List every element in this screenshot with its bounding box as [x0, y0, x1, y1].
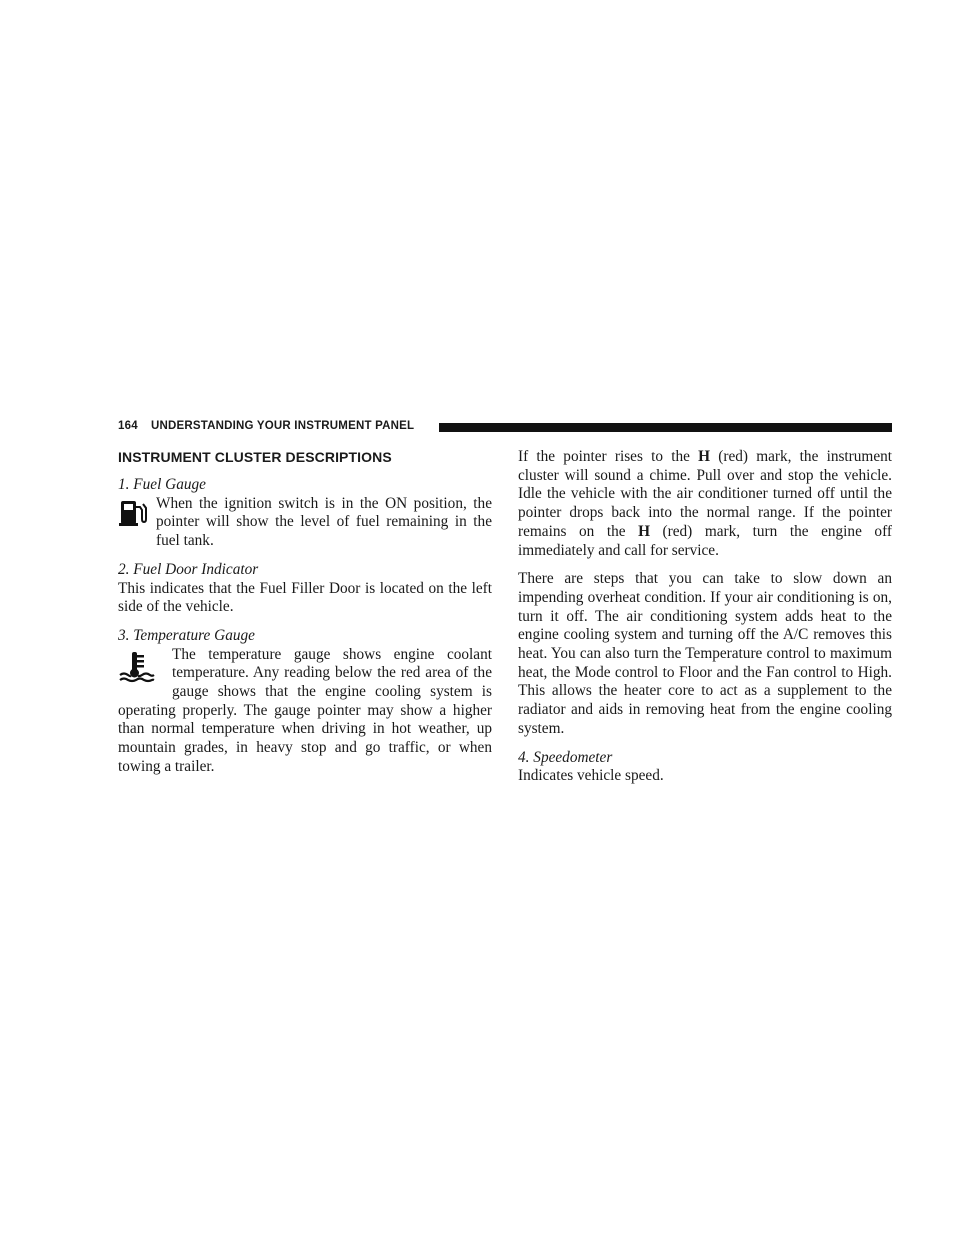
fuel-gauge-section	[118, 476, 492, 551]
fuel-door-title: 2. Fuel Door Indicator	[118, 560, 259, 578]
temperature-gauge-title: 3. Temperature Gauge	[118, 626, 255, 644]
page-number: 164	[118, 420, 138, 432]
h-mark-2: H	[638, 522, 650, 540]
speedometer-text: Indicates vehicle speed.	[518, 767, 664, 785]
temperature-gauge-section	[118, 627, 492, 777]
overheat-text-2: (red) mark, the instrument cluster will sound a chime. Pull over and stop the vehicle. Idle the vehicle with the air conditioner turned off until the pointer drops back into the normal range. If the pointer remains on the	[518, 448, 893, 540]
h-mark-1: H	[698, 448, 711, 465]
section-title: UNDERSTANDING YOUR INSTRUMENT PANEL	[151, 420, 415, 432]
right-column	[518, 448, 892, 786]
overheat-paragraph	[518, 448, 892, 560]
fuel-door-text: This indicates that the Fuel Filler Door is located on the left side of the vehicle.	[118, 579, 492, 616]
left-column	[118, 448, 492, 777]
overheat-steps-paragraph: There are steps that you can take to slow down an impending overheat condition. If your air conditioning is on, turn it off. The air conditioning system adds heat to the engine cooling system and turning off the A/C removes this heat. You can also turn the Temperature control to maximum heat, the Mode control to Floor and the Fan control to High. This allows the heater core to act as a supplement to the radiator and aids in removing heat from the engine cooling system.	[518, 570, 892, 737]
page-header	[118, 419, 892, 437]
fuel-gauge-text: When the ignition switch is in the ON position, the pointer will show the level of fuel remaining in the fuel tank.	[156, 494, 492, 550]
overheat-text-3: (red) mark, turn the engine off immediately and call for service.	[518, 522, 892, 559]
fuel-gauge-title: 1. Fuel Gauge	[118, 476, 206, 493]
speedometer-title: 4. Speedometer	[518, 748, 613, 766]
speedometer-section	[518, 749, 892, 786]
section-heading: INSTRUMENT CLUSTER DESCRIPTIONS	[118, 449, 392, 465]
header-rule-bar	[439, 423, 892, 432]
overheat-text-1: If the pointer rises to the	[518, 448, 699, 465]
fuel-pump-icon	[118, 498, 148, 534]
temperature-gauge-text: The temperature gauge shows engine coolant temperature. Any reading below the red area of the gauge shows that the engine cooling system is operating properly. The gauge pointer may show a higher than normal temperature when driving in hot weather, up mountain grades, in heavy stop and go traffic, or when towing a trailer.	[118, 645, 492, 775]
fuel-door-section	[118, 561, 492, 617]
coolant-temperature-icon	[118, 649, 164, 689]
